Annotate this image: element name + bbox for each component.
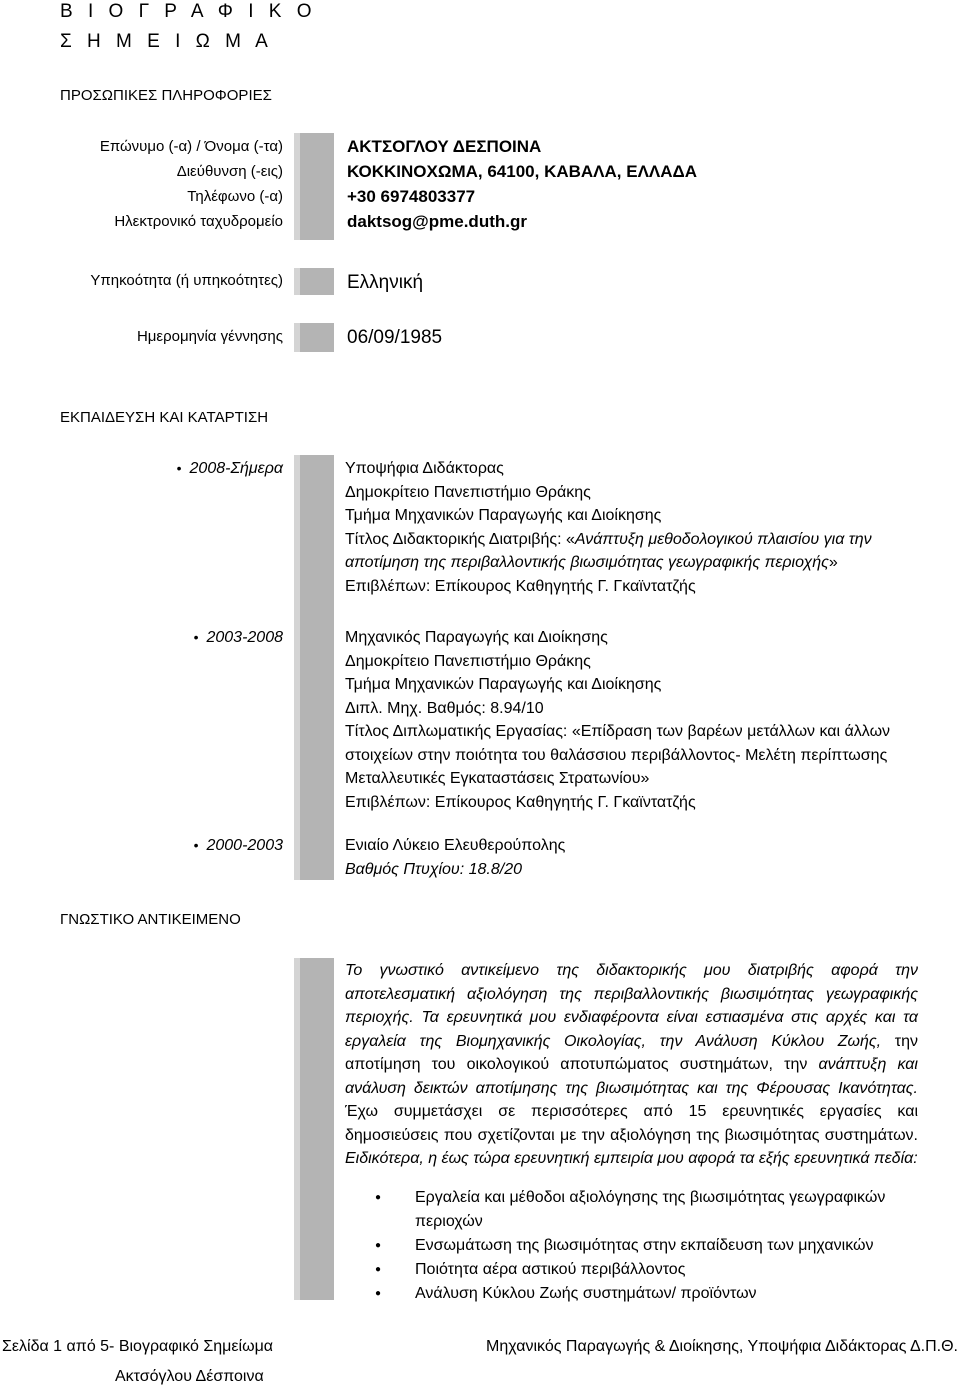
education-entry-1 (345, 457, 905, 598)
paragraph-normal-1: την αποτίμηση του οικολογικού αποτυπώματος συστημάτων, την (345, 1032, 918, 1073)
section-title-education: ΕΚΠΑΙΔΕΥΣΗ ΚΑΙ ΚΑΤΑΡΤΙΣΗ (60, 409, 269, 426)
birthdate-value: 06/09/1985 (347, 327, 443, 348)
thesis-suffix: » (828, 554, 838, 571)
phone-value: +30 6974803377 (347, 187, 476, 206)
supervisor-line: Επιβλέπων: Επίκουρος Καθηγητής Γ. Γκαϊντατζής (345, 577, 696, 595)
entry-line: Τμήμα Μηχανικών Παραγωγής και Διοίκησης (345, 676, 662, 693)
bullet-dot: • (193, 629, 199, 645)
footer-right-info: Μηχανικός Παραγωγής & Διοίκησης, Υποψήφια Διδάκτορας Δ.Π.Θ. (486, 1338, 958, 1355)
entry-line: στοιχείων στην ποιότητα του θαλάσσιου περιβάλλοντος- Μελέτη περίπτωσης (345, 746, 888, 764)
document-title-line-2: Σ Η Μ Ε Ι Ω Μ Α (60, 31, 273, 52)
education-date-2 (0, 625, 283, 650)
list-item: ● Ποιότητα αέρα αστικού περιβάλλοντος (375, 1258, 920, 1282)
birthdate-label: Ημερομηνία γέννησης (136, 328, 283, 345)
research-fields-list (375, 1186, 920, 1306)
entry-line: Δημοκρίτειο Πανεπιστήμιο Θράκης (345, 652, 591, 670)
entry-line: Τμήμα Μηχανικών Παραγωγής και Διοίκησης (345, 507, 662, 524)
education-date-3 (0, 833, 283, 858)
entry-line: Υποψήφια Διδάκτορας (345, 460, 504, 477)
thesis-line-2 (345, 551, 905, 575)
entry-line: Μεταλλευτικές Εγκαταστάσεις Στρατωνίου» (345, 770, 650, 787)
entry-line: Μηχανικός Παραγωγής και Διοίκησης (345, 629, 608, 646)
birthdate-bar (294, 323, 334, 352)
list-item: ● Ανάλυση Κύκλου Ζωής συστημάτων/ προϊόντων (375, 1282, 920, 1306)
thesis-line-1 (345, 528, 905, 552)
paragraph-italic-1: Το γνωστικό αντικείμενο της διδακτορικής μου διατριβής αφορά την αποτελεσματική αξιολόγηση της περιβαλλοντικής βιωσιμότητας γεωγραφικής περιοχής. Τα ερευνητικά μου ενδιαφέροντα είναι εστιασμένα στις αρχές και τα εργαλεία της Βιομηχανικής Οικολογίας, την Ανάλυση Κύκλου Ζωής, (345, 962, 918, 1050)
entry-line: Τίτλος Διπλωματικής Εργασίας: «Επίδραση των βαρέων μετάλλων και άλλων (345, 723, 891, 740)
paragraph-italic-3: Ειδικότερα, η έως τώρα ερευνητική εμπειρία μου αφορά τα εξής ερευνητικά πεδία: (345, 1150, 918, 1167)
section-title-personal: ΠΡΟΣΩΠΙΚΕΣ ΠΛΗΡΟΦΟΡΙΕΣ (60, 87, 272, 104)
education-entry-2 (345, 626, 905, 814)
paragraph-normal-2: Έχω συμμετάσχει σε περισσότερες από 15 ερευνητικές εργασίες και δημοσιεύσεις που σχετίζονται με την αξιολόγηση της βιωσιμότητας συστημάτων. (345, 1103, 918, 1144)
phone-label: Τηλέφωνο (-α) (187, 188, 283, 205)
thesis-title-part-2: αποτίμηση της περιβαλλοντικής βιωσιμότητας γεωγραφικής περιοχής (345, 554, 829, 571)
address-label: Διεύθυνση (-εις) (176, 163, 283, 180)
nationality-bar (294, 268, 334, 295)
thesis-title-part-1: Ανάπτυξη μεθοδολογικού πλαισίου για την (574, 530, 872, 548)
grade-line: Βαθμός Πτυχίου: 18.8/20 (345, 860, 522, 878)
education-bar (294, 455, 334, 880)
footer-page-info: Σελίδα 1 από 5- Βιογραφικό Σημείωμα (2, 1338, 274, 1355)
footer-author: Ακτσόγλου Δέσποινα (115, 1368, 264, 1385)
bullet-dot: • (193, 837, 199, 853)
entry-line: Επιβλέπων: Επίκουρος Καθηγητής Γ. Γκαϊντατζής (345, 793, 696, 811)
paragraph-italic-2: ανάπτυξη και ανάλυση δεικτών αποτίμησης της βιωσιμότητας και της Φέρουσας Ικανότητας. (345, 1056, 918, 1097)
document-title-line-1: Β Ι Ο Γ Ρ Α Φ Ι Κ Ο (60, 1, 317, 22)
address-value: ΚΟΚΚΙΝΟΧΩΜΑ, 64100, ΚΑΒΑΛΑ, ΕΛΛΑΔΑ (347, 162, 698, 181)
entry-line: Ενιαίο Λύκειο Ελευθερούπολης (345, 837, 566, 854)
subject-bar (294, 958, 334, 1300)
date-text: 2000-2003 (206, 837, 283, 854)
section-title-subject: ΓΝΩΣΤΙΚΟ ΑΝΤΙΚΕΙΜΕΝΟ (60, 911, 241, 928)
education-entry-3 (345, 834, 905, 881)
thesis-prefix: Τίτλος Διδακτορικής Διατριβής: « (345, 530, 575, 548)
entry-line: Διπλ. Μηχ. Βαθμός: 8.94/10 (345, 699, 544, 717)
email-label: Ηλεκτρονικό ταχυδρομείο (114, 213, 283, 230)
nationality-value: Ελληνική (347, 272, 424, 293)
nationality-label: Υπηκοότητα (ή υπηκοότητες) (90, 272, 283, 289)
email-value: daktsog@pme.duth.gr (347, 212, 527, 231)
date-text: 2008-Σήμερα (189, 460, 283, 477)
surname-name-label: Επώνυμο (-α) / Όνομα (-τα) (99, 138, 283, 155)
date-text: 2003-2008 (206, 629, 283, 646)
entry-line: Δημοκρίτειο Πανεπιστήμιο Θράκης (345, 483, 591, 501)
list-item: ● Ενσωμάτωση της βιωσιμότητας στην εκπαίδευση των μηχανικών (375, 1234, 920, 1258)
personal-info-bar (294, 133, 334, 240)
education-date-1 (0, 456, 283, 481)
surname-name-value: ΑΚΤΣΟΓΛΟΥ ΔΕΣΠΟΙΝΑ (347, 137, 542, 156)
subject-paragraph (345, 959, 918, 1171)
bullet-dot: • (176, 460, 182, 476)
list-item: ● Εργαλεία και μέθοδοι αξιολόγησης της βιωσιμότητας γεωγραφικών περιοχών (375, 1186, 920, 1234)
